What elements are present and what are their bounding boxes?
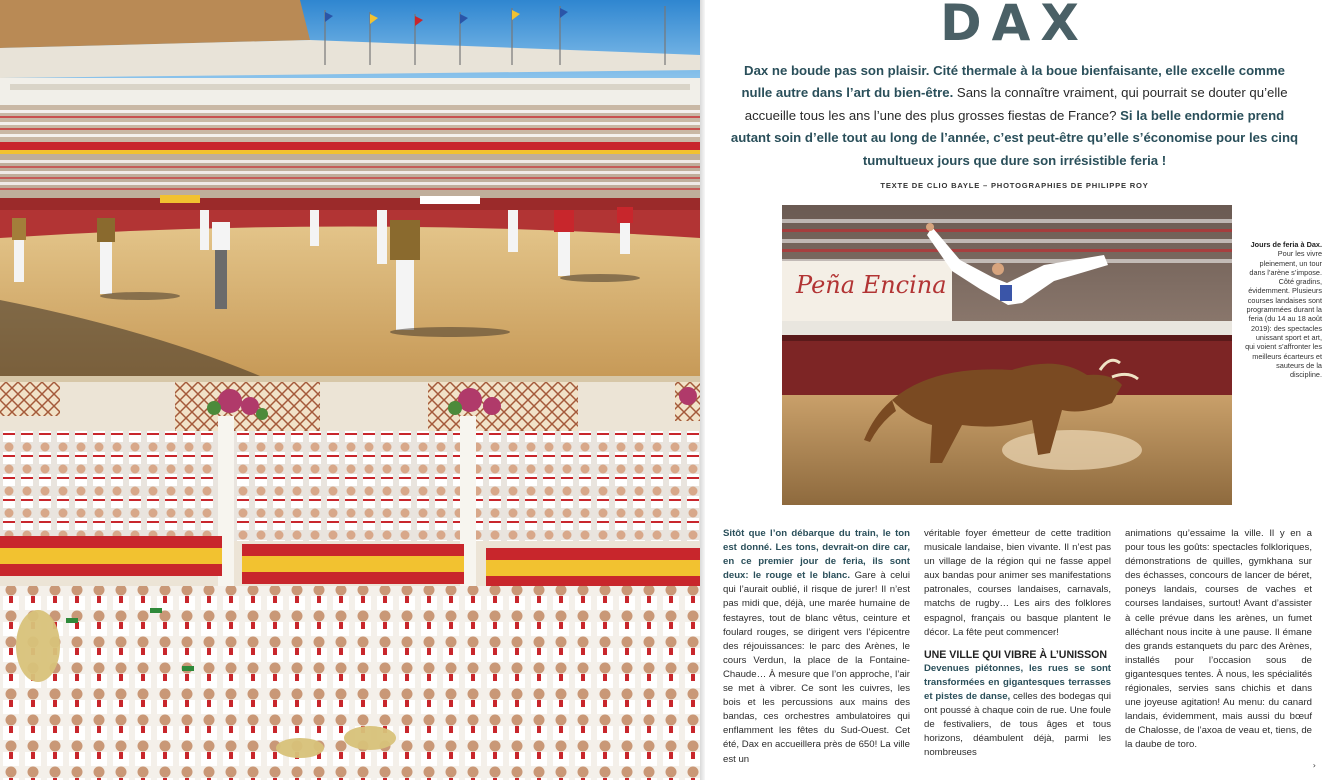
intro-lead: Dax ne boude pas son plaisir. Cité thermale à la boue bienfaisante, elle excelle comme nulle autre dans l’art du bien-être. bbox=[741, 63, 1285, 101]
arena-photo bbox=[0, 0, 700, 376]
article-page bbox=[705, 0, 1324, 780]
column2-body: véritable foyer émetteur de cette tradition musicale landaise, bien vivante. Il n’est pas un village de la région qui ne fasse appel aux bandas pour animer ses manifestations patronales, courses landaises, carnavals, matchs de rugby… Les airs des folklores espagnol, français ou basque plantent le décor. La fête peut commencer! bbox=[924, 528, 1111, 638]
article-intro bbox=[729, 60, 1300, 172]
article-title: DAX bbox=[940, 0, 1089, 52]
pena-encina-banner: Peña Encina bbox=[796, 271, 947, 299]
crowd-photo bbox=[0, 376, 700, 780]
intro-middle: Sans la connaître vraiment, qui pourrait se douter qu’elle accueille tous les ans l’une des plus grosses fiestas de France? bbox=[744, 85, 1288, 123]
text-column-3 bbox=[1125, 527, 1312, 753]
arena-illustration bbox=[0, 0, 700, 376]
text-column-1 bbox=[723, 527, 910, 767]
column3-body: animations qu’essaime la ville. Il y en a pour tous les goûts: spectacles folkloriques, démonstrations de quilles, gymkhana sur des échasses, concours de lancer de béret, poneys landais, courses de vaches et courses landaises, surtout! Avant d’assister à celle prévue dans les arènes, un fumet alléchant nous incite à une pause. Il émane des grands estanquets du parc des Arènes, installés pour l’occasion sous de gigantesques tentes. À nous, les spécialités régionales, servies sans chichis et dans une joyeuse agitation! Au menu: du canard landais, évidemment, mais aussi du bœuf de Chalosse, de l’axoa de veau et, tiens, de la daube de toro. bbox=[1125, 528, 1312, 751]
article-credits: TEXTE DE CLIO BAYLE – PHOTOGRAPHIES DE PHILIPPE ROY bbox=[880, 181, 1149, 190]
crowd-illustration bbox=[0, 376, 700, 780]
next-page-arrow-icon: › bbox=[1312, 761, 1316, 770]
column2-body-continued: celles des bodegas qui ont poussé à chaque coin de rue. Une foule de festivaliers, de tous âges et tous horizons, déambulent déjà, parmi les nombreuses bbox=[924, 690, 1111, 759]
bull-leap-photo bbox=[782, 205, 1232, 505]
photo-caption bbox=[1245, 240, 1322, 379]
bull-leap-illustration bbox=[782, 205, 1232, 505]
caption-lead: Jours de feria à Dax. bbox=[1250, 240, 1322, 249]
text-column-2 bbox=[924, 527, 1111, 760]
caption-text: Pour les vivre pleinement, un tour dans l’arène s’impose. Côté gradins, évidemment. Plusieurs courses landaises sont programmées durant la feria (du 14 au 18 août 2019): des spectacles unissant sport et art, qui voient s’affronter les meilleurs écarteurs et sauteurs de la discipline. bbox=[1245, 249, 1322, 380]
column1-body: Gare à celui qui l’aurait oublié, il risque de jurer! Il n’est pas midi que, déjà, une marée humaine de festayres, tout de blanc vêtus, ceinture et foulard rouges, se dirigent vers l’épicentre des réjouissances: le parc des Arènes, le cours Verdun, la place de la Fontaine-Chaude… À mesure que l’on approche, l’air se met à vibrer. Ce sont les cuivres, les bois et les percussions aux mains des bandas, ces orchestres ambulatoires qui enflamment les fêtes du Sud-Ouest. Cet été, Dax en accueillera près de 650! La ville est un bbox=[723, 570, 910, 765]
section-lead: Devenues piétonnes, les rues se sont transformées en gigantesques terrasses et pistes de danse, bbox=[924, 662, 1111, 702]
intro-end: Si la belle endormie prend autant soin d’elle tout au long de l’année, c’est peut-être qu’elle s’économise pour les cinq tumultueux jours que dure son irrésistible feria ! bbox=[730, 107, 1299, 168]
section-subheading: UNE VILLE QUI VIBRE À L’UNISSON bbox=[924, 648, 1108, 661]
column1-lead: Sitôt que l’on débarque du train, le ton est donné. Les tons, devrait-on dire car, en ce premier jour de feria, ils sont deux: le rouge et le blanc. bbox=[723, 528, 910, 582]
